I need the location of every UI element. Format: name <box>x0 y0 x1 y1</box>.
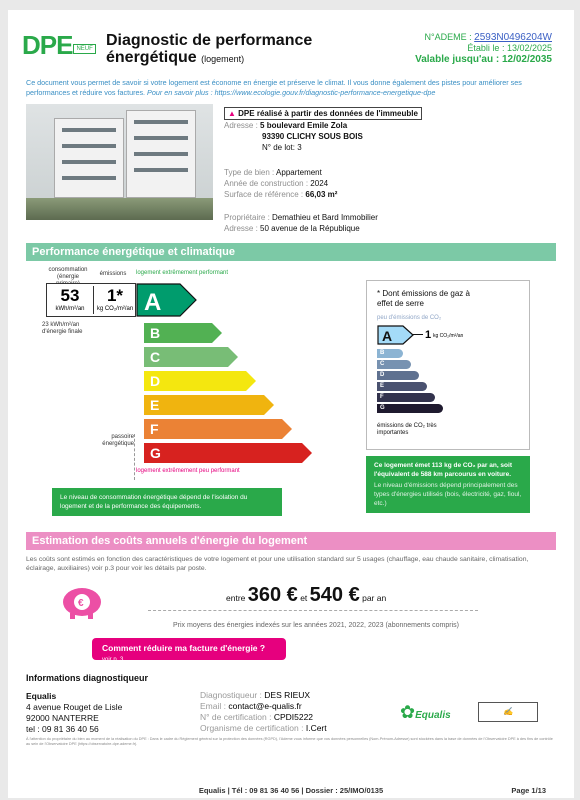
diag-company: Equalis 4 avenue Rouget de Lisle 92000 NANTERRE tel : 09 81 36 40 56 <box>26 691 123 734</box>
costs-section-title: Estimation des coûts annuels d'énergie du logement <box>26 532 556 550</box>
neuf-badge: NEUF <box>73 44 95 54</box>
energy-class-g: G <box>144 443 302 463</box>
ges-peu: peu d'émissions de CO₂ <box>377 315 442 321</box>
ges-beaucoup: émissions de CO₂ très importantes <box>377 423 437 436</box>
energy-class-e: E <box>144 395 264 415</box>
signature-stamp: ✍ <box>478 702 538 722</box>
svg-text:€: € <box>78 598 84 609</box>
cons-label: consommation (énergie <box>48 267 88 280</box>
class-a-letter: A <box>144 289 162 316</box>
email-link[interactable]: contact@e-qualis.fr <box>228 701 302 711</box>
property-info: ▲ DPE réalisé à partir des données de l'immeuble Adresse : 5 boulevard Emile Zola 93390 CLICHY SOUS BOIS N° de lot: 3 Type de bien : Appartement Année de construction : 2024 Surface de référence : 66,03 m² Propriétaire : Demathieu et Bard Immobilier Adresse : 50 avenue de la République <box>224 107 422 234</box>
emis-value: 1* <box>106 286 124 305</box>
dpe-logo: DPE NEUF <box>22 30 96 61</box>
building-photo <box>26 104 213 220</box>
ges-unit: kg CO₂/m²/an <box>433 333 464 339</box>
costs-text: Les coûts sont estimés en fonction des caractéristiques de votre logement et pour une utilisation standard sur 5 usages (chauffage, eau chaude sanitaire, climatisation, éclairage, auxiliaires) voir p.3 pour voir les détails par poste. <box>26 556 529 572</box>
bottom-label: logement extrêmement peu performant <box>136 468 240 474</box>
footer: Equalis | Tél : 09 81 36 40 56 | Dossier : 25/IMO/0135 <box>198 786 384 795</box>
ges-title: * Dont émissions de gaz à effet de serre <box>377 289 470 308</box>
equalis-logo: ✿Equalis <box>400 702 451 722</box>
diag-title: Informations diagnostiqueur <box>26 673 149 683</box>
passoire-label: passoire énergétique <box>102 434 134 447</box>
piggy-bank-icon <box>60 582 104 620</box>
prix-note: Prix moyens des énergies indexés sur les années 2021, 2022, 2023 (abonnements compris) <box>173 622 459 629</box>
warning-icon: ▲ <box>228 109 236 118</box>
immeuble-warning: ▲ DPE réalisé à partir des données de l'immeuble <box>224 107 422 120</box>
ges-class-f: F <box>377 393 435 402</box>
top-label: logement extrêmement performant <box>136 270 229 276</box>
ges-class-g: G <box>377 404 443 413</box>
energy-class-d: D <box>144 371 246 391</box>
energy-class-c: C <box>144 347 228 367</box>
ges-panel <box>366 280 530 450</box>
ges-class-b: B <box>377 349 403 358</box>
leaf-icon: ✿ <box>400 702 416 722</box>
cons-value: 53 <box>60 286 80 305</box>
info-link[interactable]: Pour en savoir plus : https://www.ecologie.gouv.fr/diagnostic-performance-energetique-dpe <box>147 88 436 97</box>
energy-class-f: F <box>144 419 282 439</box>
perf-section-title: Performance énergétique et climatique <box>26 243 556 261</box>
energy-class-b: B <box>144 323 212 343</box>
ges-class-c: C <box>377 360 411 369</box>
page-number: Page 1/13 <box>511 786 546 795</box>
ges-a-arrow <box>377 325 417 345</box>
consumption-box: 53 kWh/m²/an 1* kg CO₂/m²/an <box>46 283 136 317</box>
ademe-number-link[interactable]: 2593N0496204W <box>474 32 552 43</box>
ademe-info: N°ADEME : 2593N0496204W Établi le : 13/02/2025 Valable jusqu'au : 12/02/2035 <box>415 32 552 65</box>
page-title: Diagnostic de performance énergétique (logement) <box>106 32 313 66</box>
ges-class-e: E <box>377 382 427 391</box>
consumption-note: Le niveau de consommation énergétique dépend de l'isolation du logement et de la performance des équipements. <box>52 488 282 516</box>
class-a-highlight <box>136 283 196 317</box>
intro-text: Ce document vous permet de savoir si votre logement est économe en énergie et préserve le climat. Il vous donne également des pistes pour améliorer ses performances et réduire vos factures. Pour en savoir plus : https://www.ecologie.gouv.fr/diagnostic-performance-energetique-dpe <box>26 78 522 97</box>
cost-max: 540 € <box>309 584 360 606</box>
dpe-page <box>8 10 574 798</box>
ges-value: 1 <box>425 329 432 341</box>
ges-class-d: D <box>377 371 419 380</box>
diag-details: Diagnostiqueur : DES RIEUX Email : contact@e-qualis.fr N° de certification : CPDI5222 Organisme de certification : I.Cert <box>200 690 327 733</box>
ges-a-letter: A <box>382 328 393 344</box>
legal-fine-print: À l'attention du propriétaire du bien au moment de la réalisation du DPE : Dans le cadre du Règlement général sur la protection des données (RGPD), l'Ademe vous informe que vos données personnelles (Nom-Prénom-Adresse) sont stockées dans la base de données de l'Observatoire DPE à des fins de contrôle au sein de l'Observatoire DPE (https://observatoire-dpe.ademe.fr). <box>26 737 553 746</box>
final-energy: 23 kWh/m²/an d'énergie finale <box>42 322 83 335</box>
class-a-arrow <box>136 283 198 317</box>
ges-note: Ce logement émet 113 kg de CO₂ par an, soit l'équivalent de 588 km parcourus en voiture. Le niveau d'émissions dépend principalement des types d'énergies utilisés (bois, électricité, gaz, fioul, etc.) <box>366 456 530 513</box>
reduire-facture-button[interactable]: Comment réduire ma facture d'énergie ? voir p. 3 <box>92 638 286 660</box>
cost-min: 360 € <box>247 584 298 606</box>
emis-label: émissions <box>99 271 127 277</box>
cost-range: entre 360 € et 540 € par an <box>226 584 387 606</box>
